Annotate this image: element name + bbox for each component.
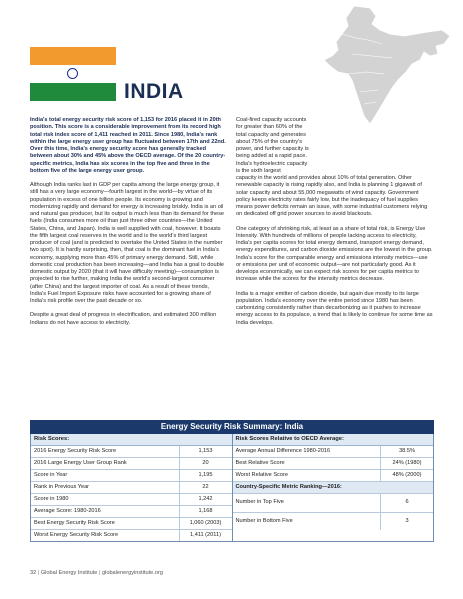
page-title: INDIA	[124, 80, 184, 103]
row-value: 48% (2000)	[380, 470, 433, 481]
row-value: 1,195	[179, 470, 232, 481]
footer-url: globalenergyinstitute.org	[101, 570, 163, 576]
body-paragraph: India is a major emitter of carbon dioxide, but again due mostly to its large population. India's economy over the entire period since 1980 has been carbonizing consistently rather than decarbonizing as it pushes to increase energy access to its populace, a trend that is likely to continue for some time as India develops.	[236, 290, 433, 326]
row-label: Average Annual Difference 1980-2016	[235, 448, 331, 454]
row-label: Best Relative Score	[235, 460, 285, 466]
table-left-column	[31, 434, 233, 541]
table-right-column	[233, 434, 434, 541]
row-value: 20	[179, 458, 232, 469]
footer-separator: |	[98, 570, 102, 576]
table-row	[31, 458, 232, 470]
table-title: Energy Security Risk Summary: India	[30, 420, 434, 434]
table-row	[31, 482, 232, 494]
table-row	[31, 446, 232, 458]
article-column-left	[30, 117, 226, 334]
body-paragraph: capacity in the world and provides about 10% of total generation. Other renewable capacity is rising rapidly also, and India is planning 1 gigawatt of solar capacity and about 55,000 megawatts of wind capacity. Government policy keeps electricity rates fairly low, but the inadequacy of fuel supplies means power deficits remain an issue, with some industrial customers relying on dedicated off grid power sources to avoid blackouts.	[236, 175, 428, 218]
row-label: 2016 Energy Security Risk Score	[34, 448, 117, 454]
article-column-right	[236, 117, 434, 334]
row-value: 1,168	[179, 506, 232, 517]
table-row	[31, 494, 232, 506]
row-label: 2016 Large Energy User Group Rank	[34, 460, 127, 466]
india-map-image	[292, 4, 452, 126]
flag-green-band	[30, 83, 116, 101]
subheader-label: Country-Specific Metric Ranking—2016:	[235, 484, 342, 490]
risk-scores-header: Risk Scores:	[31, 434, 232, 446]
table-row	[233, 470, 434, 482]
india-flag-image	[30, 47, 116, 101]
table-body	[30, 434, 434, 542]
row-label: Average Score: 1980-2016	[34, 508, 101, 514]
row-label: Score in 1980	[34, 496, 69, 502]
row-value: 22	[179, 482, 232, 493]
page-number: 32	[30, 570, 37, 576]
table-row	[31, 470, 232, 482]
body-paragraph: Although India ranks last in GDP per capita among the large energy group, it still has a very large economy—fourth largest in the world—by virtue of its population in excess of one billion people. Its economy is growing and modernizing rapidly and demand for energy is increasing briskly. India is an oil and natural gas producer, but its output is much less than its demand for these fuels (India consumes more oil than just three other countries—the United States, China, and Japan). India is well supplied with coal, however. It boasts the fifth largest coal reserves in the world and is the world's third largest producer of coal (and is predicted to overtake the United States in the number two spot). It is hardly surprising, then, that coal is the dominant fuel in India's economy, supplying more than 45% of primary energy demand. Still, while domestic coal production has been increasing—and India has a goal to double domestic output by 2020 (that it will have difficulty meeting)—consumption is projected to rise further, making India the world's second-largest consumer (after China) and the largest importer of coal. As a result of these trends, India's Fuel Import Exposure risks have accounted for a growing share of India's risk profile over the past decade or so.	[30, 182, 225, 304]
flag-chakra-icon	[67, 68, 78, 79]
flag-white-band	[30, 65, 116, 83]
footer-org: Global Energy Institute	[40, 570, 98, 576]
metric-ranking-header	[233, 482, 434, 494]
row-label: Number in Top Five	[235, 499, 284, 505]
row-value: 1,060 (2003)	[179, 518, 232, 529]
body-paragraph: One category of shrinking risk, at least as a share of total risk, is Energy Use Intensity. With hundreds of millions of people lacking access to electricity, India's per capita scores for total energy demand, transport energy demand, energy expenditures, and carbon dioxide emissions are the lowest in the group. India's score for the comparable energy and emissions intensity metrics—use or emissions per unit of economic output—are not particularly good. As it develops economically, we can expect risk scores for per capita metrics to increase while the scores for the intensity metrics decrease.	[236, 225, 433, 283]
risk-summary-table	[30, 420, 434, 551]
row-value: 3	[380, 513, 433, 531]
row-label: Worst Relative Score	[235, 472, 288, 478]
row-value: 24% (1980)	[380, 458, 433, 469]
table-row	[233, 494, 434, 513]
row-value: 6	[380, 494, 433, 512]
row-label: Number in Bottom Five	[235, 517, 293, 524]
row-value: 1,242	[179, 494, 232, 505]
table-row	[233, 458, 434, 470]
footer-separator: |	[37, 570, 41, 576]
row-label: Best Energy Security Risk Score	[34, 520, 115, 526]
row-value: 1,411 (2011)	[179, 530, 232, 541]
flag-saffron-band	[30, 47, 116, 65]
table-row	[31, 530, 232, 541]
table-row	[233, 446, 434, 458]
row-value: 1,153	[179, 446, 232, 457]
table-row	[31, 518, 232, 530]
intro-paragraph: India's total energy security risk score of 1,153 for 2016 placed it in 20th position. This score is a considerable improvement from its record high total risk index score of 1,411 reached in 2011. Since 1980, India's rank within the large energy user group has fluctuated between 17th and 22nd. Over this time, India's energy security score has generally tracked between about 30% and 45% above the OECD average. Of the 20 country-specific metrics, India has six scores in the top five and three in the bottom five of the large energy user group.	[30, 117, 226, 174]
row-value: 38.5%	[380, 446, 433, 457]
row-label: Rank in Previous Year	[34, 484, 90, 490]
table-row	[233, 513, 434, 531]
row-label: Score in Year	[34, 472, 68, 478]
row-label: Worst Energy Security Risk Score	[34, 532, 119, 538]
body-paragraph-narrow: Coal-fired capacity accounts for greater than 60% of the total capacity and generates about 75% of the country's power, and further capacity is being added at a rapid pace. India's hydroelectric capacity is the sixth largest	[236, 117, 309, 174]
page-footer	[30, 570, 163, 576]
table-row	[31, 506, 232, 518]
relative-scores-header: Risk Scores Relative to OECD Average:	[233, 434, 434, 446]
body-paragraph: Despite a great deal of progress in electrification, and estimated 300 million Indians do not have access to electricity.	[30, 312, 217, 326]
